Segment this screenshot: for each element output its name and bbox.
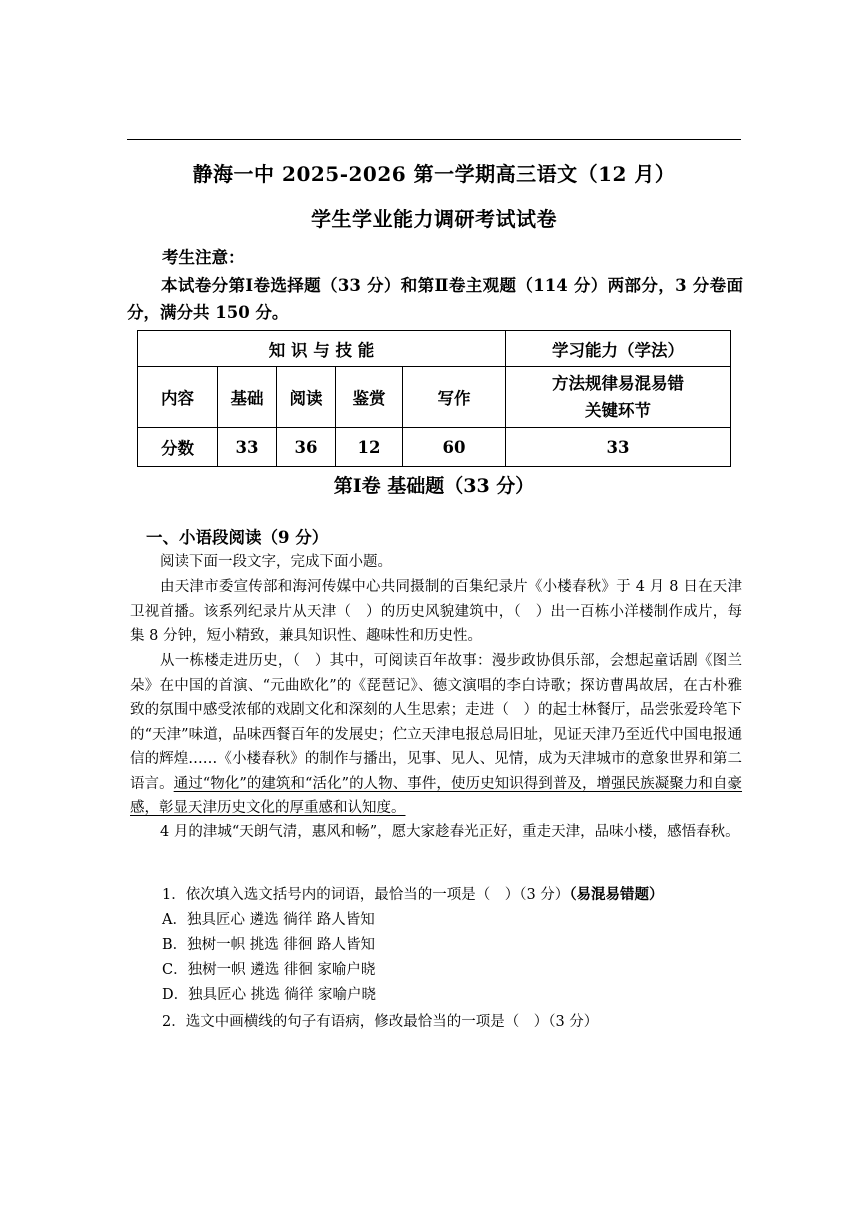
question-2: 2．选文中画横线的句子有语病，修改最恰当的一项是（ ）（3 分） (162, 1014, 599, 1030)
table-row-score (138, 428, 731, 467)
skill-line2: 关键环节 (585, 401, 651, 420)
question-1 (162, 883, 664, 907)
exam-title: 静海一中 2025-2026 第一学期高三语文（12 月） (192, 162, 676, 186)
underlined-sentence: 通过“物化”的建筑和“活化”的人物、事件，使历史知识得到普及，增强民族凝聚力和自豪感，彰显天津历史文化的厚重感和认知度。 (130, 775, 743, 816)
option-a: A．独具匠心 遴选 徜徉 路人皆知 (162, 912, 375, 928)
passage-paragraph-3: 4 月的津城“天朗气清，惠风和畅”，愿大家趁春光正好，重走天津，品味小楼，感悟春秋。 (160, 824, 740, 840)
exam-subtitle: 学生学业能力调研考试试卷 (311, 207, 557, 231)
table-row-content (138, 367, 731, 428)
skill-line1: 方法规律易混易错 (552, 374, 684, 393)
notice-label: 考生注意： (162, 248, 245, 267)
part-title: 一、小语段阅读（9 分） (146, 528, 329, 547)
row-label-score: 分数 (138, 428, 218, 467)
passage-paragraph-2 (130, 649, 742, 821)
option-d: D．独具匠心 挑选 徜徉 家喻户晓 (162, 987, 376, 1003)
category-cell: 写作 (403, 367, 506, 428)
question-1-tag: （易混易错题） (569, 886, 664, 903)
score-cell: 12 (336, 428, 403, 467)
score-cell: 60 (403, 428, 506, 467)
skill-score-cell: 33 (506, 428, 731, 467)
notice-text: 本试卷分第Ⅰ卷选择题（33 分）和第Ⅱ卷主观题（114 分）两部分，3 分卷面分，满分共 150 分。 (127, 276, 743, 322)
section-title: 第Ⅰ卷 基础题（33 分） (333, 475, 535, 497)
passage-paragraph-1: 由天津市委宣传部和海河传媒中心共同摄制的百集纪录片《小楼春秋》于 4 月 8 日在天津卫视首播。该系列纪录片从天津（ ）的历史风貌建筑中，（ ）出一百栋小洋楼制作成片，每集 8 分钟，短小精致，兼具知识性、趣味性和历史性。 (130, 579, 742, 644)
group-knowledge: 知 识 与 技 能 (138, 331, 506, 367)
skill-cell (506, 367, 731, 428)
paragraph-2-text: 从一栋楼走进历史，（ ）其中，可阅读百年故事：漫步政协俱乐部，会想起童话剧《图兰朵》在中国的首演、“元曲欧化”的《琵琶记》、德文演唱的李白诗歌；探访曹禺故居，在古朴雅致的氛围中感受浓郁的戏剧文化和深刻的人生思索；走进（ ）的起士林餐厅，品尝张爱玲笔下的“天津”味道，品味西餐百年的发展史；伫立天津电报总局旧址，见证天津乃至近代中国电报通信的辉煌……《小楼春秋》的制作与播出，见事、见人、见情，成为天津城市的意象世界和第二语言。 (130, 653, 742, 792)
option-b: B．独树一帜 挑选 徘徊 路人皆知 (162, 937, 375, 953)
category-cell: 阅读 (277, 367, 336, 428)
table-header-row (138, 331, 731, 367)
reading-instruction: 阅读下面一段文字，完成下面小题。 (160, 554, 392, 570)
category-cell: 基础 (218, 367, 277, 428)
score-cell: 33 (218, 428, 277, 467)
top-rule (127, 139, 741, 140)
category-cell: 鉴赏 (336, 367, 403, 428)
option-c: C．独树一帜 遴选 徘徊 家喻户晓 (162, 962, 376, 978)
row-label-content: 内容 (138, 367, 218, 428)
group-learning: 学习能力（学法） (506, 331, 731, 367)
question-1-text: 1．依次填入选文括号内的词语，最恰当的一项是（ ）（3 分） (162, 887, 570, 903)
score-cell: 36 (277, 428, 336, 467)
score-table (137, 330, 731, 467)
